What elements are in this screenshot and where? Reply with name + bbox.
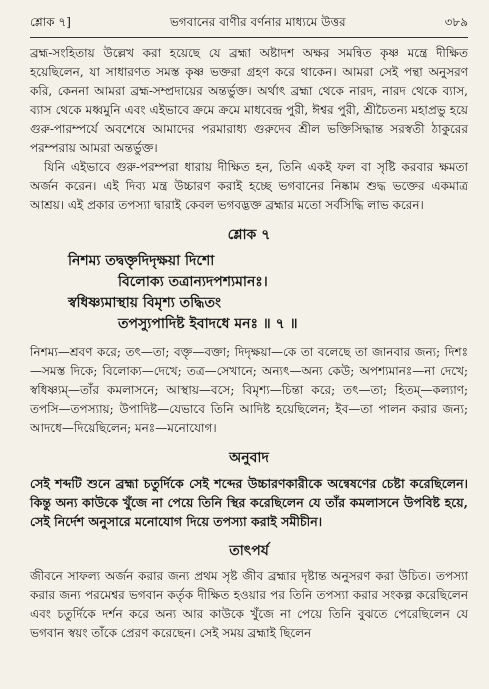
purport-text: জীবনে সাফল্য অর্জন করার জন্য প্রথম সৃষ্ট জীব ব্রহ্মার দৃষ্টান্ত অনুসরণ করা উচিত। তপস্যা করার জন্য পরমেশ্বর ভগবান কর্তৃক দীক্ষিত হওয়ার পর তিনি তপস্যা করার সংকল্প করেছিলেন এবং চতুর্দিকে দর্শন করে অন্য আর কাউকে খুঁজে না পেয়ে তিনি বুঝতে পেরেছিলেন যে ভগবান স্বয়ং তাঁকে প্রেরণ করেছেন। সেই সময় ব্রহ্মাই ছিলেন [30,569,468,640]
verse-line-4: তপস্যুপাদিষ্ট ইবাদধে মনঃ ॥ ৭ ॥ [118,316,298,332]
running-header [30,14,468,38]
header-chapter-title: ভগবানের বাণীর বর্ণনার মাধ্যমে উত্তর [169,15,346,29]
page-number: ৩৮৯ [444,15,468,29]
translation-title: অনুবাদ [229,450,269,466]
translation-text: সেই শব্দটি শুনে ব্রহ্মা চতুর্দিকে সেই শব্দের উচ্চারণকারীকে অন্বেষণের চেষ্টা করেছিলেন। কিন্তু অন্য কাউকে খুঁজে না পেয়ে তিনি স্থির করেছিলেন যে তাঁর কমলাসনে উপবিষ্ট হয়ে, সেই নির্দেশ অনুসারে মনোযোগ দিয়ে তপস্যা করাই সমীচীন। [30,476,468,529]
header-verse-ref: শ্লোক ৭] [30,15,71,29]
verse-line-3: স্বধিষ্ণ্যমাস্থায় বিমৃশ্য তদ্ধিতং [68,295,221,311]
verse-title: শ্লোক ৭ [227,227,271,243]
word-for-word-synonyms: নিশম্য—শ্রবণ করে; তৎ—তা; বক্তৃ—বক্তা; দিদৃক্ষয়া—কে তা বলেছে তা জানবার জন্য; দিশঃ—সমস্ত দিকে; বিলোক্য—দেখে; তত্র—সেখানে; অন্যৎ—অন্য কেউ; অপশ্যমানঃ—না দেখে; স্বধিষ্ণ্যম্—তাঁর কমলাসনে; আস্থায়—বসে; বিমৃশ্য—চিন্তা করে; তৎ—তা; হিতম্—কল্যাণ; তপসি—তপস্যায়; উপাদিষ্ট—যেভাবে তিনি আদিষ্ট হয়েছিলেন; ইব—তা পালন করার জন্য; আদধে—দিয়েছিলেন; মনঃ—মনোযোগ। [30,345,468,435]
intro-paragraph-2: যিনি এইভাবে গুরু-পরম্পরা ধারায় দীক্ষিত হন, তিনি একই ফল বা সৃষ্টি করবার ক্ষমতা অর্জন করেন। এই দিব্য মন্ত্র উচ্চারণ করাই হচ্ছে ভগবানের নিষ্কাম শুদ্ধ ভক্তের একমাত্র আশ্রয়। এই প্রকার তপস্যা দ্বারাই কেবল ভগবদ্ভক্ত ব্রহ্মার মতো সর্বসিদ্ধি লাভ করেন। [30,160,468,212]
sanskrit-verse [30,251,468,335]
verse-line-2: বিলোক্য তত্রান্যদপশ্যমানঃ। [118,274,268,290]
book-page [30,14,468,643]
intro-paragraph-1: ব্রহ্ম-সংহিতায় উল্লেখ করা হয়েছে যে ব্রহ্মা অষ্টাদশ অক্ষর সমন্বিত কৃষ্ণ মন্ত্রে দীক্ষিত হয়েছিলেন, যা সাধারণত সমস্ত কৃষ্ণ ভক্তরা গ্রহণ করে থাকেন। আমরা সেই পন্থা অনুসরণ করি, কেননা আমরা ব্রহ্ম-সম্প্রদায়ের অন্তর্ভুক্ত। অর্থাৎ ব্রহ্মা থেকে নারদ, নারদ থেকে ব্যাস, ব্যাস থেকে মধ্বমুনি এবং এইভাবে ক্রমে ক্রমে মাধবেন্দ্র পুরী, ঈশ্বর পুরী, শ্রীচৈতন্য মহাপ্রভু হয়ে গুরু-পারম্পর্যে অবশেষে আমাদের পরমারাধ্য গুরুদেব শ্রীল ভক্তিসিদ্ধান্ত সরস্বতী ঠাকুরের পরম্পরায় আমরা অন্তর্ভুক্ত। [30,46,468,155]
purport-title: তাৎপর্য [229,543,269,559]
verse-line-1: নিশম্য তদ্বক্তৃদিদৃক্ষয়া দিশো [68,253,215,269]
